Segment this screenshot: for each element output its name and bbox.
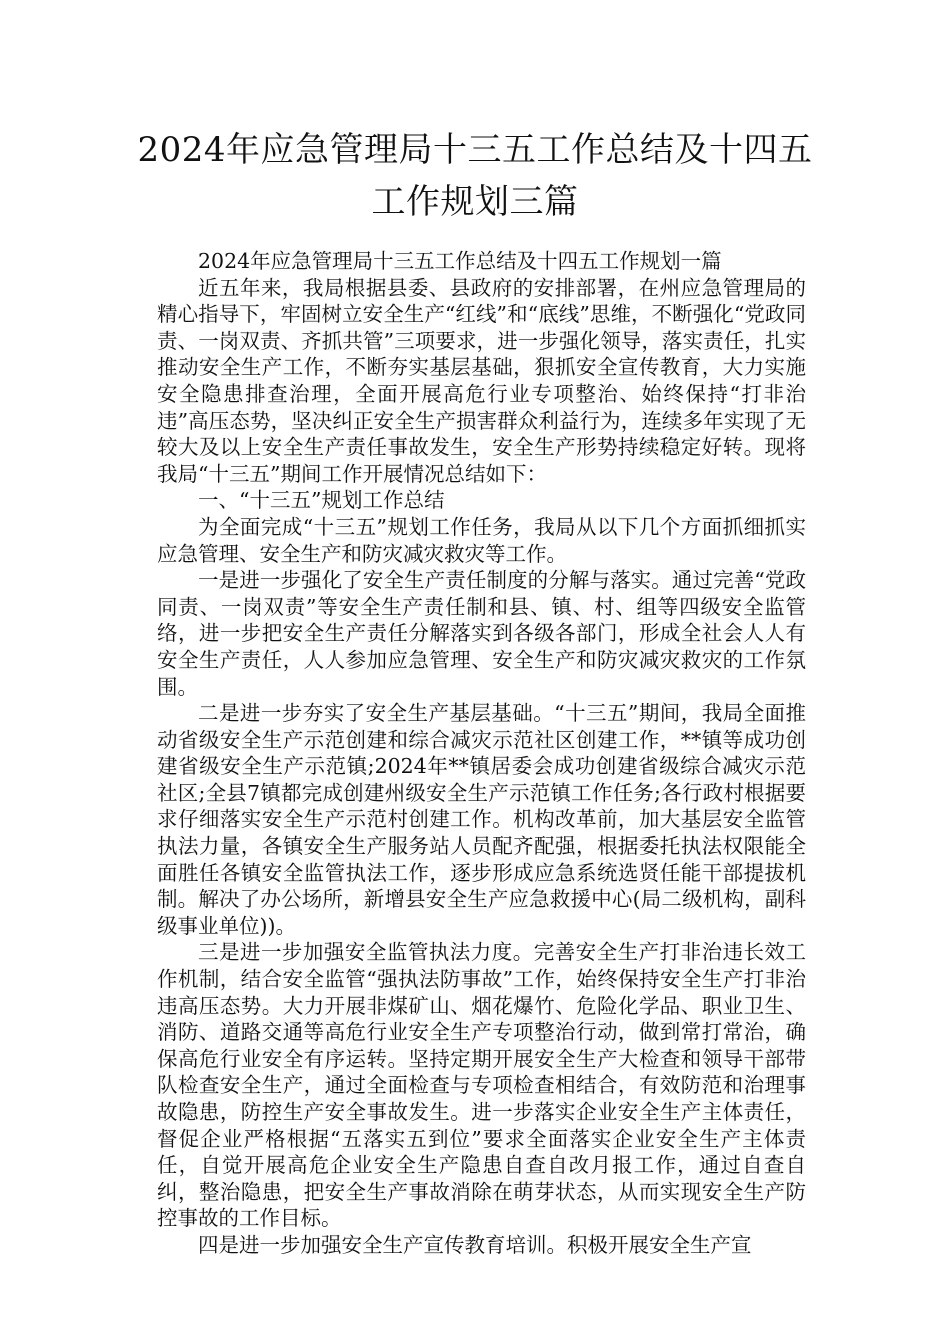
document-body bbox=[157, 248, 806, 1259]
intro-paragraph: 近五年来，我局根据县委、县政府的安排部署，在州应急管理局的精心指导下，牢固树立安全生产“红线”和“底线”思维，不断强化“党政同责、一岗双责、齐抓共管”三项要求，进一步强化领导，落实责任，扎实推动安全生产工作，不断夯实基层基础，狠抓安全宣传教育，大力实施安全隐患排查治理，全面开展高危行业专项整治、始终保持“打非治违”高压态势，坚决纠正安全生产损害群众利益行为，连续多年实现了无较大及以上安全生产责任事故发生，安全生产形势持续稳定好转。现将我局“十三五”期间工作开展情况总结如下： bbox=[157, 275, 806, 486]
body-paragraph: 四是进一步加强安全生产宣传教育培训。积极开展安全生产宣 bbox=[198, 1232, 752, 1257]
body-paragraph: 二是进一步夯实了安全生产基层基础。“十三五”期间，我局全面推动省级安全生产示范创建和综合减灾示范社区创建工作，**镇等成功创建省级安全生产示范镇;2024年**镇居委会成功创建省级综合减灾示范社区;全县7镇都完成创建州级安全生产示范镇工作任务;各行政村根据要求仔细落实安全生产示范村创建工作。机构改革前，加大基层安全监管执法力量，各镇安全生产服务站人员配齐配强，根据委托执法权限能全面胜任各镇安全监管执法工作，逐步形成应急系统选贤任能干部提拔机制。解决了办公场所，新增县安全生产应急救援中心(局二级机构，副科级事业单位))。 bbox=[157, 701, 806, 938]
body-paragraph: 一是进一步强化了安全生产责任制度的分解与落实。通过完善“党政同责、一岗双责”等安全生产责任制和县、镇、村、组等四级安全监管络，进一步把安全生产责任分解落实到各级各部门，形成全社会人人有安全生产责任，人人参加应急管理、安全生产和防灾减灾救灾的工作氛围。 bbox=[157, 568, 806, 699]
section-heading: 一、“十三五”规划工作总结 bbox=[198, 488, 445, 513]
document-title: 2024年应急管理局十三五工作总结及十四五工作规划三篇 bbox=[137, 130, 813, 222]
body-paragraph: 三是进一步加强安全监管执法力度。完善安全生产打非治违长效工作机制，结合安全监管“强执法防事故”工作，始终保持安全生产打非治违高压态势。大力开展非煤矿山、烟花爆竹、危险化学品、职业卫生、消防、道路交通等高危行业安全生产专项整治行动，做到常打常治，确保高危行业安全有序运转。坚持定期开展安全生产大检查和领导干部带队检查安全生产，通过全面检查与专项检查相结合，有效防范和治理事故隐患，防控生产安全事故发生。进一步落实企业安全生产主体责任，督促企业严格根据“五落实五到位”要求全面落实企业安全生产主体责任，自觉开展高危企业安全生产隐患自查自改月报工作，通过自查自纠，整治隐患，把安全生产事故消除在萌芽状态，从而实现安全生产防控事故的工作目标。 bbox=[157, 940, 806, 1231]
subtitle-paragraph: 2024年应急管理局十三五工作总结及十四五工作规划一篇 bbox=[198, 249, 722, 273]
body-paragraph: 为全面完成“十三五”规划工作任务，我局从以下几个方面抓细抓实应急管理、安全生产和防灾减灾救灾等工作。 bbox=[157, 514, 806, 566]
